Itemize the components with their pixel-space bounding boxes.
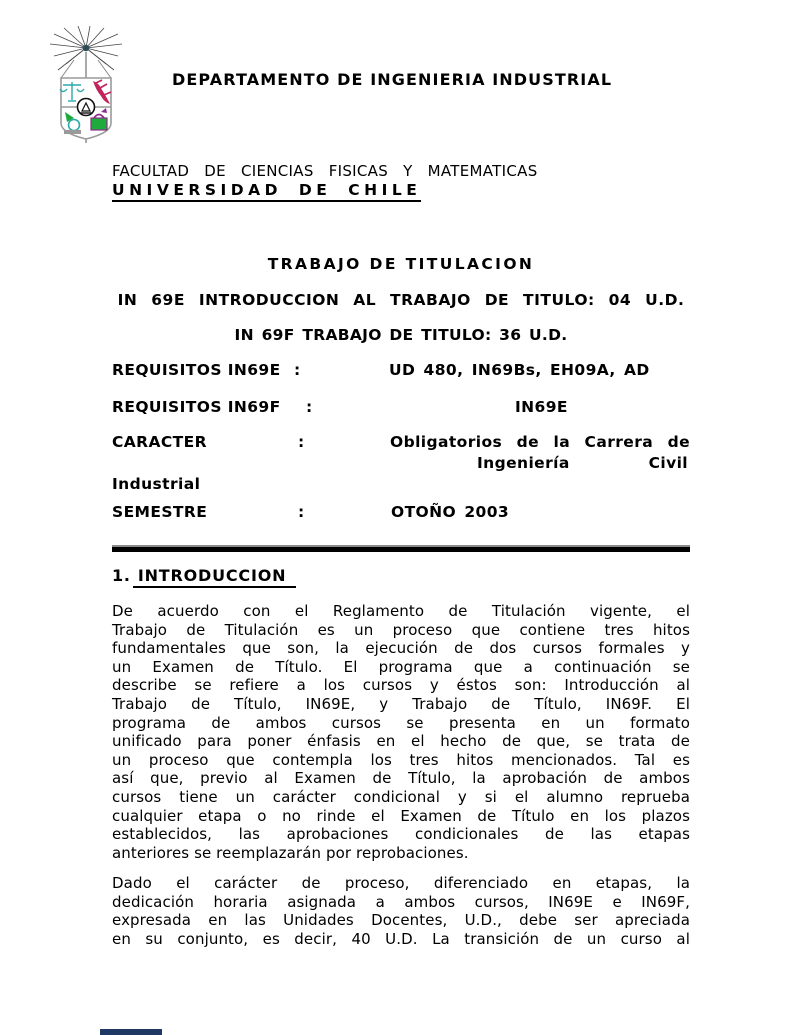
paragraph-line: Trabajo de Titulación es un proceso que contiene tres hitos bbox=[112, 620, 690, 639]
detail-row-caracter bbox=[112, 433, 690, 495]
intro-paragraph-1 bbox=[112, 602, 690, 862]
paragraph-line: cualquier etapa o no rinde el Examen de Título en los plazos bbox=[112, 806, 690, 825]
section-title: INTRODUCCION bbox=[133, 566, 296, 588]
detail-separator: : bbox=[298, 433, 305, 451]
section-number: 1. bbox=[112, 566, 131, 585]
detail-separator: : bbox=[294, 361, 301, 379]
detail-separator: : bbox=[306, 398, 313, 416]
paragraph-line: dedicación horaria asignada a ambos cursos, IN69E e IN69F, bbox=[112, 892, 690, 911]
detail-label: CARACTER bbox=[112, 433, 207, 451]
detail-value-line2a: Ingeniería bbox=[477, 454, 570, 472]
detail-value-line2b: Civil bbox=[648, 454, 688, 472]
detail-label: REQUISITOS IN69E bbox=[112, 361, 281, 379]
detail-row-semestre bbox=[112, 503, 690, 523]
starburst-center bbox=[83, 45, 89, 51]
paragraph-line: anteriores se reemplazarán por reprobaciones. bbox=[112, 843, 469, 862]
section-divider-rule bbox=[112, 545, 690, 552]
detail-value: OTOÑO 2003 bbox=[391, 503, 510, 521]
section-heading-introduccion bbox=[112, 566, 296, 588]
paragraph-line: fundamentales que son, la ejecución de dos cursos formales y bbox=[112, 639, 690, 658]
faculty-line: FACULTAD DE CIENCIAS FISICAS Y MATEMATICAS bbox=[112, 162, 538, 180]
paragraph-line: programa de ambos cursos se presenta en un formato bbox=[112, 713, 690, 732]
paragraph-line: en su conjunto, es decir, 40 U.D. La transición de un curso al bbox=[112, 929, 690, 948]
detail-separator: : bbox=[298, 503, 305, 521]
paragraph-line: Trabajo de Título, IN69E, y Trabajo de Título, IN69F. El bbox=[112, 694, 690, 713]
detail-row-requisitos-in69f bbox=[112, 398, 690, 418]
course-title-in69e: IN 69E INTRODUCCION AL TRABAJO DE TITULO: 04 U.D. bbox=[117, 291, 685, 309]
paragraph-line: Dado el carácter de proceso, diferenciado en etapas, la bbox=[112, 874, 690, 892]
document-title: TRABAJO DE TITULACION bbox=[267, 255, 535, 273]
paragraph-line: cursos tiene un carácter condicional y si el alumno reprueba bbox=[112, 787, 690, 806]
detail-row-requisitos-in69e bbox=[112, 361, 690, 381]
detail-value: IN69E bbox=[515, 398, 568, 416]
detail-label: REQUISITOS IN69F bbox=[112, 398, 281, 416]
detail-value: UD 480, IN69Bs, EH09A, AD bbox=[389, 361, 650, 379]
universidad-de-chile-crest-icon bbox=[34, 26, 136, 144]
paragraph-line: unificado para poner énfasis en el hecho de que, se trata de bbox=[112, 732, 690, 751]
faculty-block bbox=[112, 162, 538, 202]
detail-value-line3: Industrial bbox=[112, 475, 201, 493]
detail-label: SEMESTRE bbox=[112, 503, 208, 521]
paragraph-line: expresada en las Unidades Docentes, U.D., debe ser apreciada bbox=[112, 911, 690, 930]
department-header: DEPARTAMENTO DE INGENIERIA INDUSTRIAL bbox=[172, 70, 613, 89]
university-name: UNIVERSIDAD DE CHILE bbox=[112, 181, 421, 202]
paragraph-line: establecidos, las aprobaciones condicionales de las etapas bbox=[112, 825, 690, 844]
detail-value-line1: Obligatorios de la Carrera de bbox=[390, 433, 690, 451]
intro-paragraph-2 bbox=[112, 874, 690, 948]
course-title-in69f: IN 69F TRABAJO DE TITULO: 36 U.D. bbox=[234, 326, 568, 344]
paragraph-line: un Examen de Título. El programa que a continuación se bbox=[112, 657, 690, 676]
paragraph-line: un proceso que contempla los tres hitos mencionados. Tal es bbox=[112, 750, 690, 769]
paragraph-line: describe se refiere a los cursos y éstos son: Introducción al bbox=[112, 676, 690, 695]
paragraph-line: De acuerdo con el Reglamento de Titulación vigente, el bbox=[112, 602, 690, 620]
footer-page-marker bbox=[100, 1029, 162, 1035]
paragraph-line: así que, previo al Examen de Título, la aprobación de ambos bbox=[112, 769, 690, 788]
